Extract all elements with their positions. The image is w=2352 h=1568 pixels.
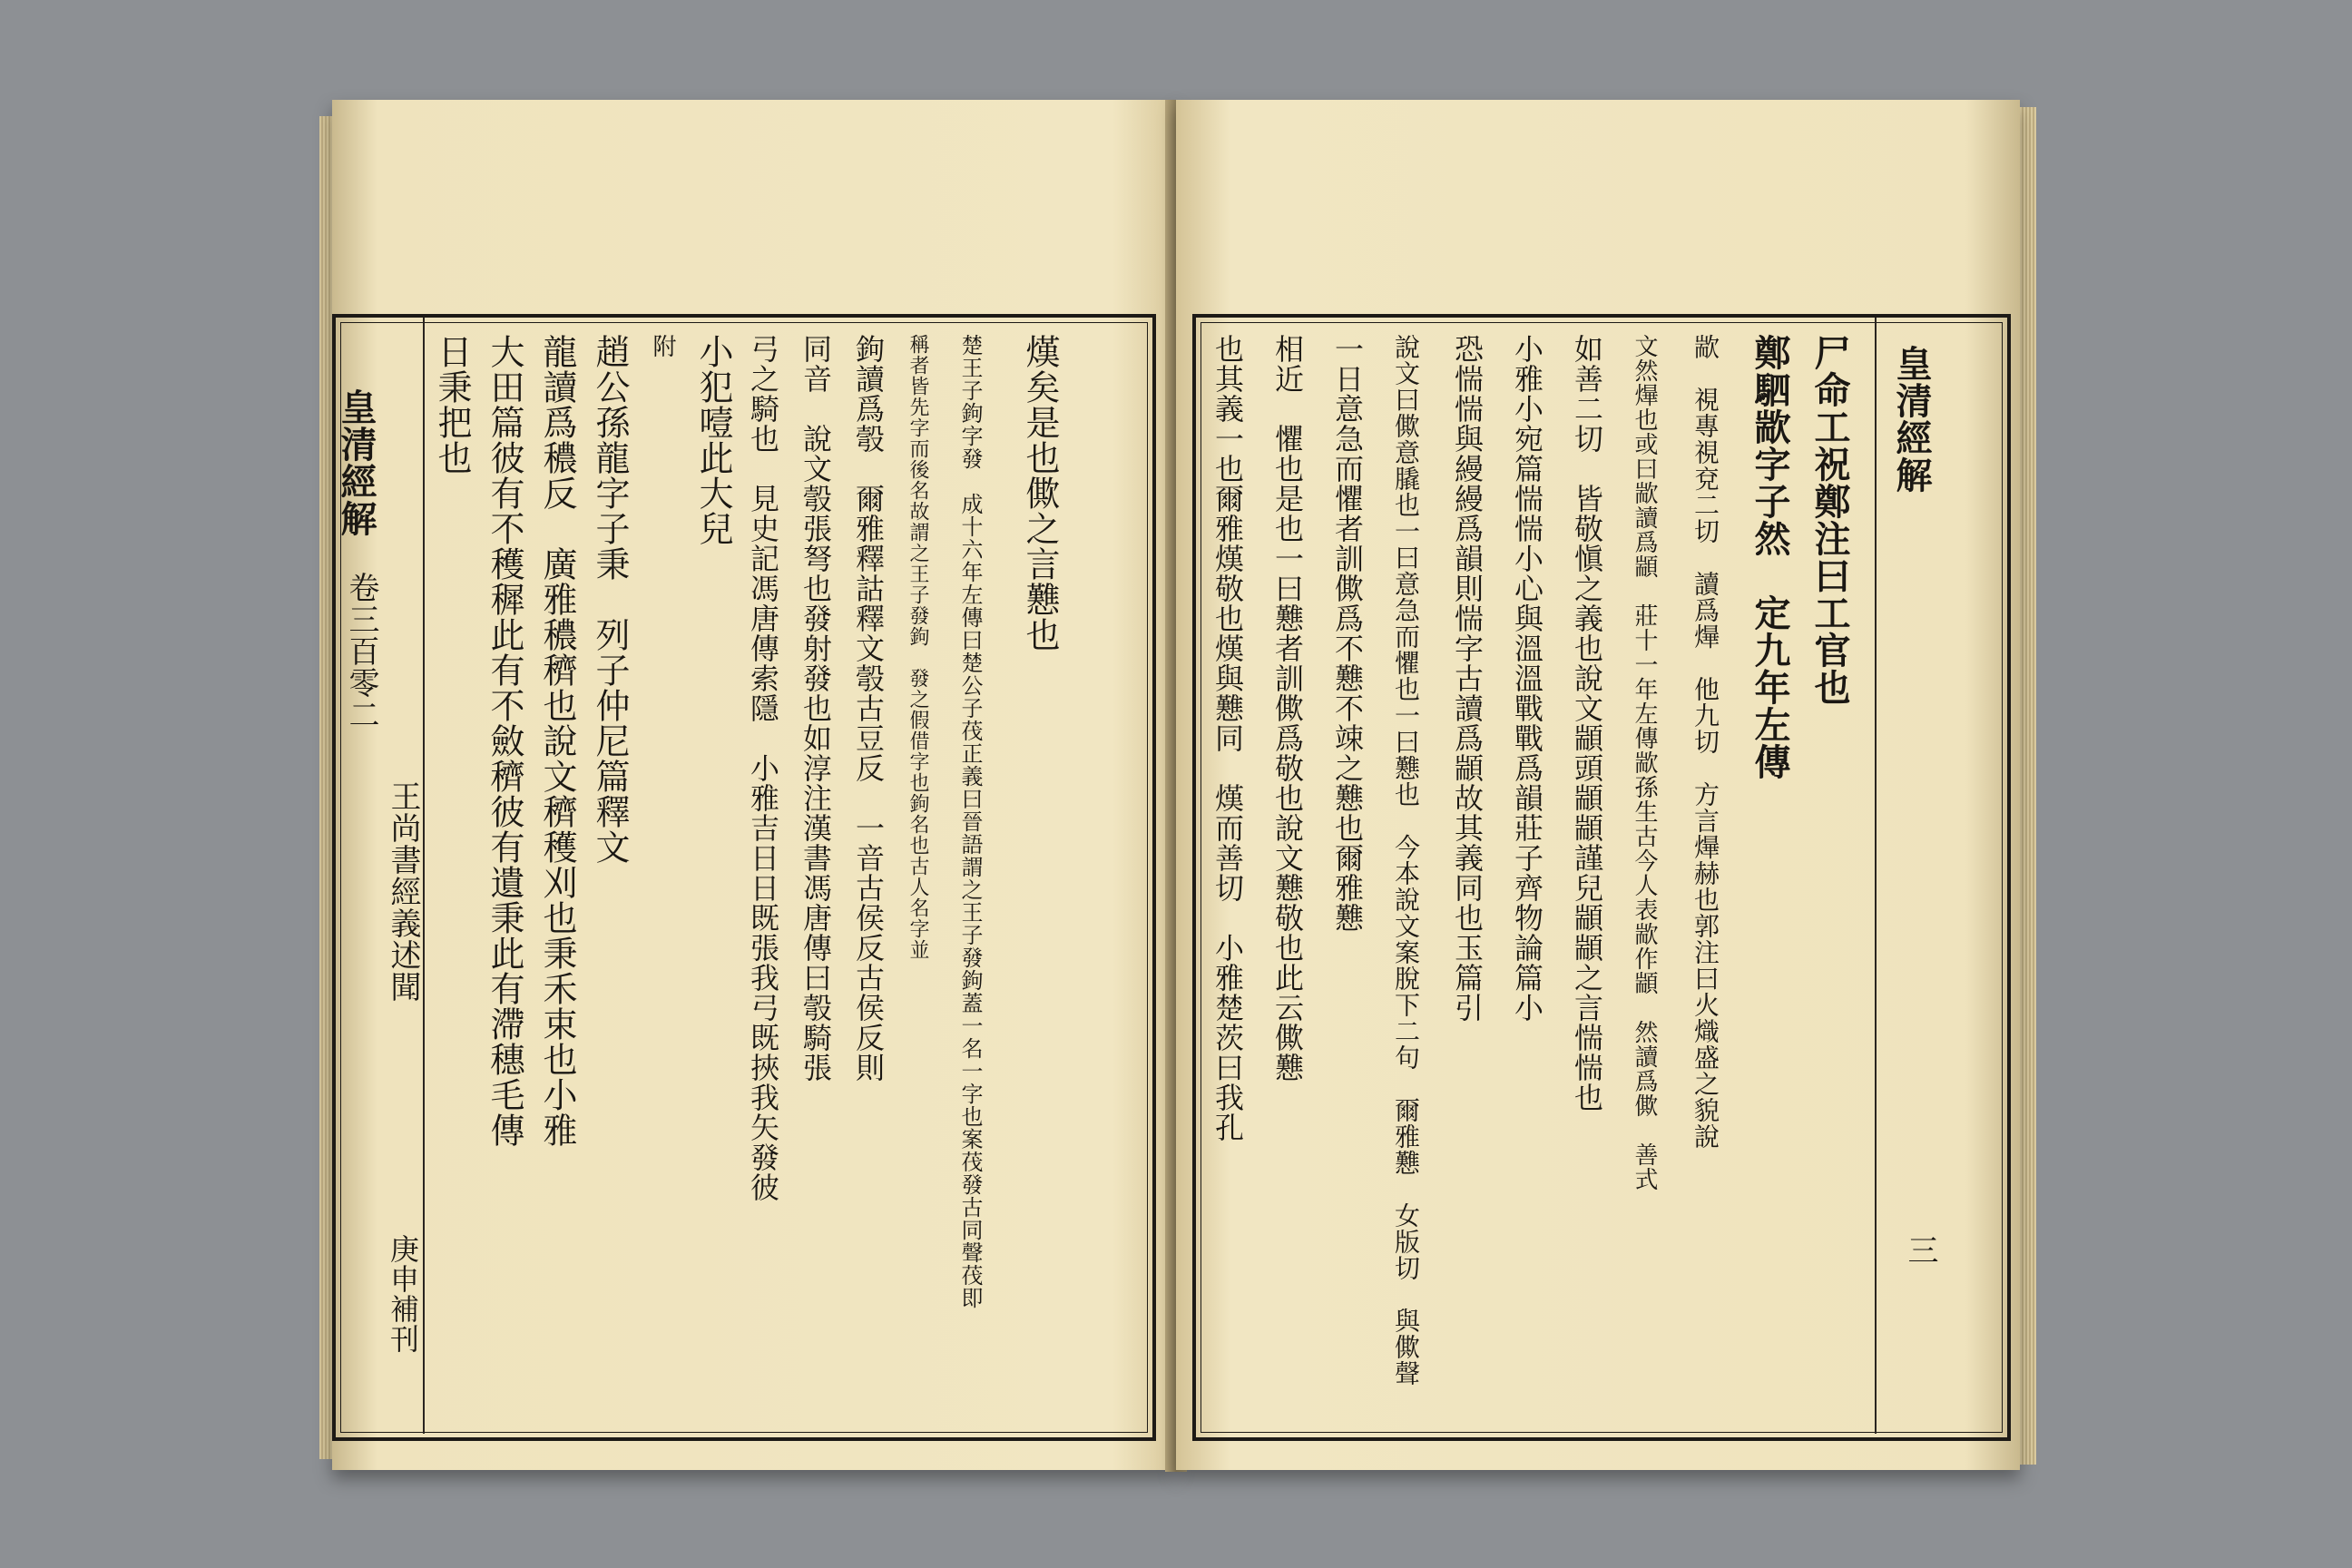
open-book: [332, 100, 2020, 1475]
chapter-title: 王尚書經義述聞: [385, 780, 421, 1003]
page-number: 三: [1902, 1234, 1938, 1266]
text-column: 相近 懼也是也一曰戁者訓僛爲敬也說文戁敬也此云僛戁: [1270, 334, 1305, 1083]
text-column: 同音 說文彀張弩也發射發也如淳注漢書馮唐傳曰彀騎張: [799, 334, 833, 1083]
text-column: 恐惴惴與縵縵爲韻則惴字古讀爲顓故其義同也玉篇引: [1450, 334, 1485, 1023]
text-column: 如善二切 皆敬愼之義也說文顓頭顓顓謹兒顓顓之言惴惴也: [1570, 334, 1604, 1112]
book-title-left: 皇清經解: [335, 388, 377, 537]
text-column: 弓之騎也 見史記馮唐傳索隱 小雅吉日日既張我弓既挾我矢發彼: [746, 334, 780, 1202]
volume-marker: 卷三百零二: [343, 572, 379, 730]
text-column: 小雅小宛篇惴惴小心與溫溫戰戰爲韻莊子齊物論篇小: [1510, 334, 1544, 1023]
text-column: 龍讀爲穠反 廣雅穠穧也說文穧穫刈也秉禾束也小雅: [537, 334, 577, 1148]
text-column: 小犯噎此大兒: [693, 334, 733, 546]
text-column: 鄭駟歂字子然 定九年左傳: [1749, 334, 1791, 780]
text-column: 歂 視專視兗二切 讀爲㷸 他九切 方言㷸赫也郭注曰火熾盛之貌說: [1690, 334, 1720, 1150]
text-column: 也其義一也爾雅熯敬也熯與戁同 熯而善切 小雅楚茨曰我孔: [1210, 334, 1245, 1142]
text-column: 大田篇彼有不穫穉此有不斂穧彼有遺秉此有滯穗毛傳: [485, 334, 524, 1148]
text-column: 日秉把也: [432, 334, 472, 475]
text-column: 楚王子鉤字發 成十六年左傳曰楚公子茷正義曰晉語謂之王子發鉤蓋一名一字也案茷發古同聲茷即: [957, 334, 983, 1309]
left-page: [332, 100, 1176, 1470]
right-page: [1176, 100, 2020, 1470]
text-column: 尸命工祝鄭注曰工官也: [1808, 334, 1851, 706]
text-column: 附: [649, 334, 676, 358]
edition-label: 庚申補刊: [386, 1234, 420, 1354]
book-title-right: 皇清經解: [1890, 345, 1933, 494]
text-column: 熯矣是也僛之言戁也: [1020, 334, 1060, 652]
text-column: 趙公孫龍字子秉 列子仲尼篇釋文: [590, 334, 630, 865]
text-column: 說文曰僛意膬也一曰意急而懼也一曰戁也 今本說文案脫下二句 爾雅戁 女版切 與僛聲: [1391, 334, 1421, 1387]
text-column: 一日意急而懼者訓僛爲不戁不竦之戁也爾雅戁: [1330, 334, 1365, 933]
text-column: 文然㷸也或曰歂讀爲顓 莊十一年左傳歂孫生古今人表歂作顓 然讀爲僛 善式: [1631, 334, 1658, 1191]
text-column: 稱者皆先字而後名故謂之王子發鉤 發之假借字也鉤名也古人名字並: [906, 334, 929, 960]
text-column: 鉤讀爲彀 爾雅釋詁釋文彀古豆反 一音古侯反古侯反則: [851, 334, 886, 1083]
